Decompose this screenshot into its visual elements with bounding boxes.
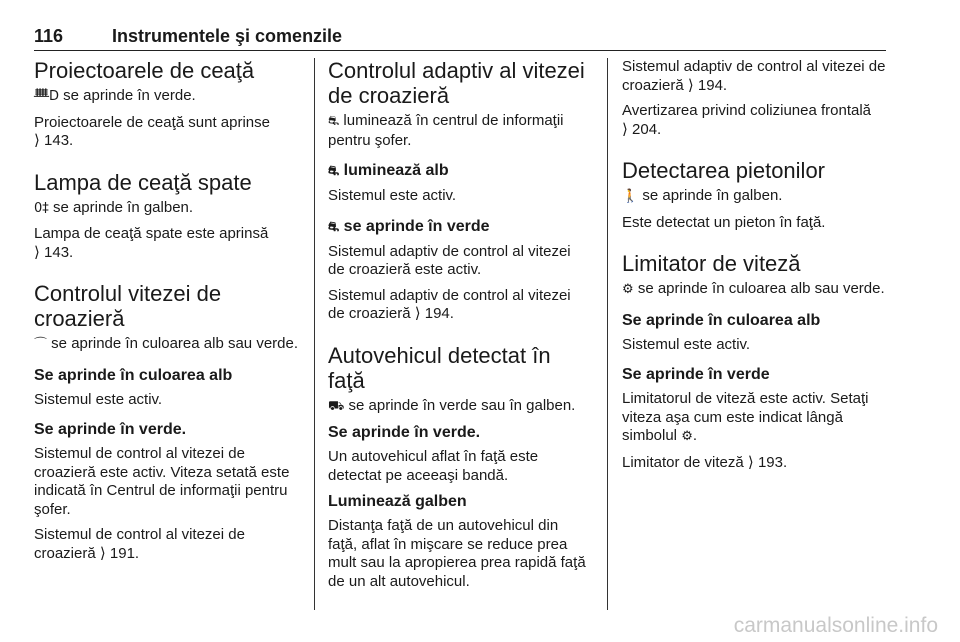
section-title: Lampa de ceaţă spate (34, 169, 252, 195)
subheading: Se aprinde în culoarea alb (622, 311, 821, 329)
subheading: Se aprinde în verde (622, 366, 770, 383)
cross-reference: Avertizarea privind coliziunea frontală ⟩ 204. (622, 102, 872, 138)
cruise-control-icon: ⌒ (34, 337, 48, 352)
subheading: Se aprinde în culoarea alb (34, 366, 233, 384)
page-ref-icon: ⟩ (687, 76, 698, 94)
subheading: Luminează galben (328, 493, 467, 510)
indicator-line: 🚶 se aprinde în galben. (622, 187, 783, 204)
page-ref-icon: ⟩ (34, 243, 45, 261)
page-number: 116 (34, 26, 64, 46)
cross-reference: Sistemul adaptiv de control al vitezei de croazieră ⟩ 194. (328, 286, 571, 322)
body-text: Un autovehicul aflat în faţă este detectat pe aceeaşi bandă. (328, 448, 539, 484)
body-text: Sistemul este activ. (622, 335, 751, 353)
body-text: Proiectoarele de ceaţă sunt aprinse ⟩ 143. (34, 113, 270, 149)
section-title: Proiectoarele de ceaţă (34, 58, 255, 83)
body-text: Sistemul este activ. (34, 390, 163, 408)
cross-reference: Limitator de viteză ⟩ 193. (622, 453, 788, 471)
section-title: Autovehicul detectat în faţă (328, 342, 551, 393)
page-ref-icon: ⟩ (99, 544, 110, 562)
section-title: Limitator de viteză (622, 251, 801, 276)
page-ref-icon: ⟩ (414, 305, 425, 322)
adaptive-cruise-icon: ⛐ (328, 164, 340, 179)
cross-reference: Sistemul de control al vitezei de croazieră ⟩ 191. (34, 526, 245, 562)
section-title: Controlul adaptiv al vitezei de croazieră (328, 58, 585, 108)
rear-fog-lamp-icon: 0‡ (34, 200, 49, 216)
page-ref-icon: ⟩ (34, 132, 45, 149)
subheading: ⛐ se aprinde în verde (328, 217, 490, 235)
indicator-line: ⛐ luminează în centrul de informaţii pentru şofer. (328, 112, 564, 149)
pedestrian-icon: 🚶 (622, 189, 639, 204)
subheading: ⛐ luminează alb (328, 162, 449, 179)
section-title: Detectarea pietonilor (622, 158, 826, 183)
subheading: Se aprinde în verde. (328, 424, 481, 441)
subheading: Se aprinde în verde. (34, 421, 187, 438)
page-ref-icon: ⟩ (622, 120, 633, 138)
page-header (34, 26, 886, 51)
page-ref-icon: ⟩ (747, 453, 758, 471)
indicator-line: ⚙ se aprinde în culoarea alb sau verde. (622, 280, 885, 297)
adaptive-cruise-icon: ⛐ (328, 114, 340, 129)
vehicle-ahead-icon: ⛟ (328, 398, 345, 414)
adaptive-cruise-icon: ⛐ (328, 219, 340, 235)
indicator-line: ⛟ se aprinde în verde sau în galben. (328, 396, 576, 414)
body-text: Limitatorul de viteză este activ. Setaţi viteza aşa cum este indicat lângă simbolul ⚙. (622, 390, 869, 444)
column-3 (622, 58, 894, 479)
watermark: carmanualsonline.info (733, 614, 938, 637)
speed-limiter-icon: ⚙ (622, 282, 634, 297)
body-text: Sistemul este activ. (328, 187, 457, 204)
speed-limiter-icon: ⚙ (681, 429, 693, 444)
front-fog-lamp-icon: ᚙD (34, 89, 59, 104)
column-divider (607, 58, 608, 610)
body-text: Lampa de ceaţă spate este aprinsă ⟩ 143. (34, 225, 269, 261)
body-text: Sistemul de control al vitezei de croazieră este activ. Viteza setată este indicată în Centrul de informaţii pentru şofer. (34, 445, 290, 518)
body-text: Este detectat un pieton în faţă. (622, 213, 826, 231)
indicator-line: ⌒ se aprinde în culoarea alb sau verde. (34, 335, 299, 352)
indicator-line: ᚙD se aprinde în verde. (34, 87, 196, 104)
cross-reference: Sistemul adaptiv de control al vitezei de croazieră ⟩ 194. (622, 58, 886, 94)
section-title: Controlul vitezei de croazieră (34, 281, 222, 331)
column-1 (34, 58, 304, 570)
body-text: Distanţa faţă de un autovehicul din faţă, aflat în mişcare se reduce prea mult sau la apropierea prea rapidă faţă de un alt autovehicul. (328, 517, 586, 590)
indicator-line: 0‡ se aprinde în galben. (34, 198, 194, 216)
column-divider (314, 58, 315, 610)
body-text: Sistemul adaptiv de control al vitezei de croazieră este activ. (328, 242, 571, 278)
column-2 (328, 58, 590, 598)
chapter-title: Instrumentele şi comenzile (112, 26, 343, 46)
